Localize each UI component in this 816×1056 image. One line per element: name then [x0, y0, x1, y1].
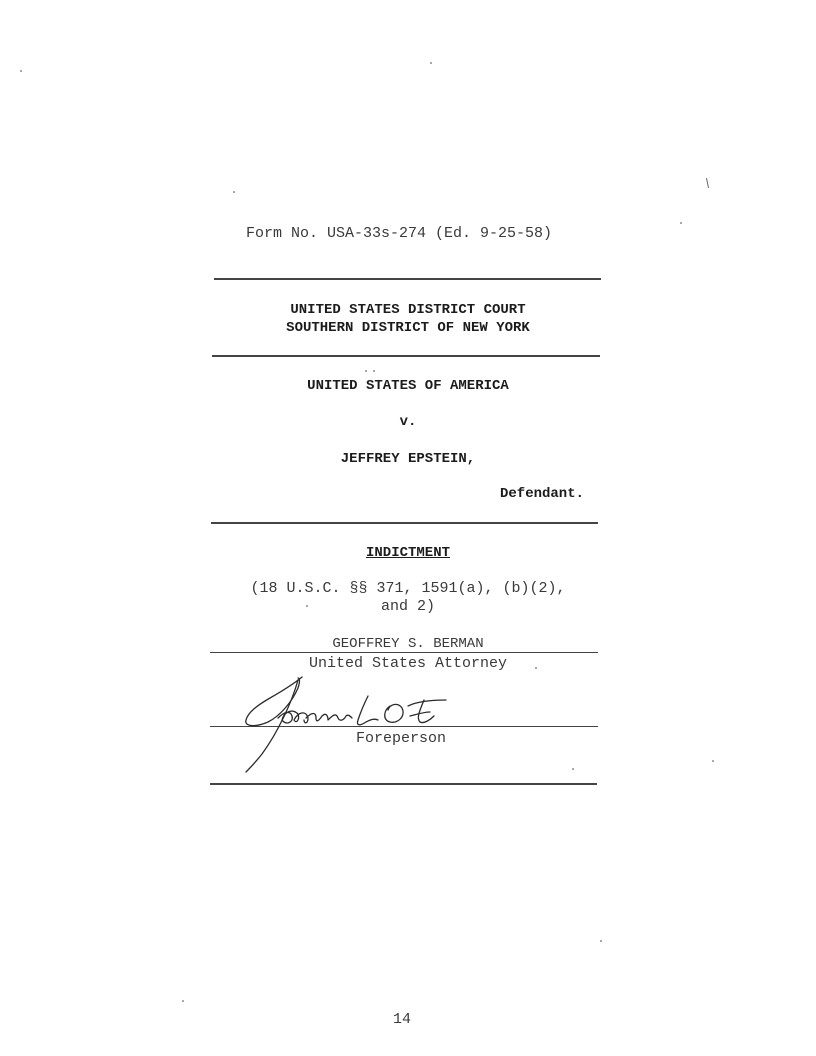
versus-label: v. [399, 414, 417, 430]
foreperson-label: Foreperson [356, 730, 447, 747]
attorney-title: United States Attorney [308, 655, 508, 672]
attorney-signature-line [210, 652, 598, 653]
divider-caption [211, 522, 598, 524]
page-number: 14 [393, 1011, 412, 1028]
plaintiff-name: UNITED STATES OF AMERICA [307, 378, 509, 394]
scan-speck [233, 191, 235, 193]
scan-speck [373, 370, 375, 372]
scan-speck [430, 62, 432, 64]
attorney-name: GEOFFREY S. BERMAN [332, 636, 484, 652]
court-name-line2: SOUTHERN DISTRICT OF NEW YORK [286, 320, 530, 336]
scan-speck [706, 178, 709, 188]
defendant-name: JEFFREY EPSTEIN, [340, 451, 476, 467]
scan-speck [680, 222, 682, 224]
form-number: Form No. USA-33s-274 (Ed. 9-25-58) [246, 225, 553, 242]
scan-speck [712, 760, 714, 762]
divider-top [214, 278, 601, 280]
statutes-line2: and 2) [380, 598, 435, 615]
scan-speck [600, 940, 602, 942]
scan-speck [182, 1000, 184, 1002]
document-title: INDICTMENT [365, 545, 450, 561]
defendant-role: Defendant. [500, 486, 585, 502]
court-name-line1: UNITED STATES DISTRICT COURT [290, 302, 526, 318]
divider-court [212, 355, 600, 357]
scan-speck [20, 70, 22, 72]
foreperson-signature [240, 672, 460, 776]
scan-speck [572, 768, 574, 770]
statutes-line1: (18 U.S.C. §§ 371, 1591(a), (b)(2), [250, 580, 566, 597]
divider-bottom [210, 783, 597, 785]
scan-speck [365, 370, 367, 372]
